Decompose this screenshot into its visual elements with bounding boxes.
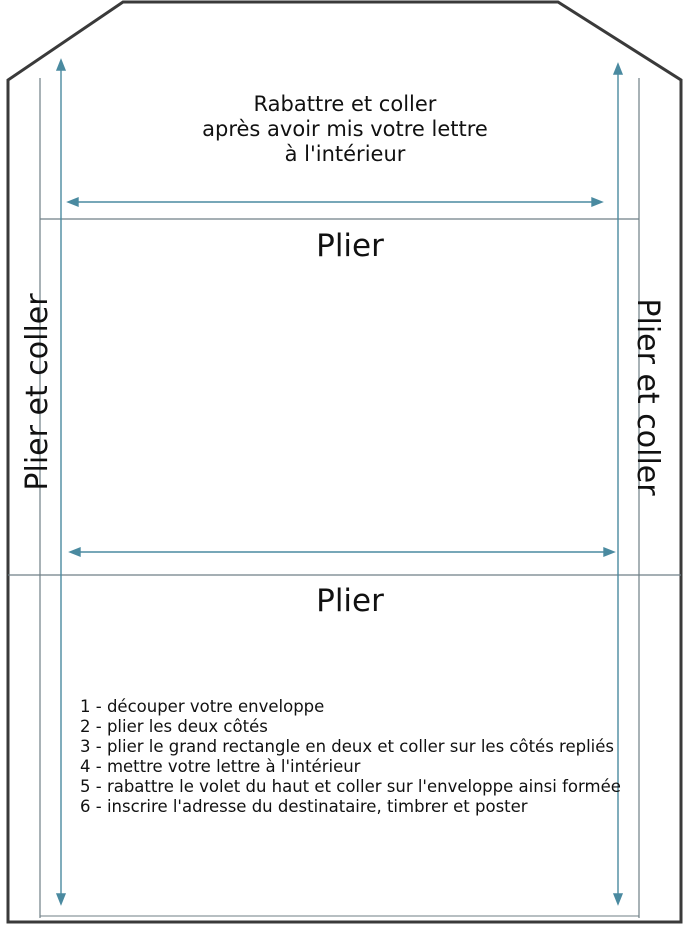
- instruction-step-6: 6 - inscrire l'adresse du destinataire, timbrer et poster: [80, 797, 528, 816]
- fold-label-top: Plier: [316, 228, 384, 264]
- instruction-step-3: 3 - plier le grand rectangle en deux et coller sur les côtés repliés: [80, 737, 615, 756]
- instruction-step-4: 4 - mettre votre lettre à l'intérieur: [80, 757, 361, 776]
- arrow-flap-horizontal: [68, 198, 602, 206]
- side-label-right: Plier et coller: [630, 298, 665, 496]
- flap-instruction: [120, 92, 570, 167]
- flap-instruction-line-3: à l'intérieur: [284, 142, 406, 166]
- instruction-step-5: 5 - rabattre le volet du haut et coller sur l'enveloppe ainsi formée: [80, 777, 621, 796]
- flap-instruction-line-2: après avoir mis votre lettre: [202, 117, 488, 141]
- arrow-left-vertical: [57, 60, 65, 904]
- instruction-step-2: 2 - plier les deux côtés: [80, 717, 268, 736]
- flap-instruction-line-1: Rabattre et coller: [253, 92, 437, 116]
- fold-label-bottom: Plier: [316, 583, 384, 619]
- arrow-middle-horizontal: [70, 548, 614, 556]
- side-label-left: Plier et coller: [20, 293, 55, 491]
- instruction-step-1: 1 - découper votre enveloppe: [80, 697, 325, 716]
- instruction-list: [80, 697, 660, 817]
